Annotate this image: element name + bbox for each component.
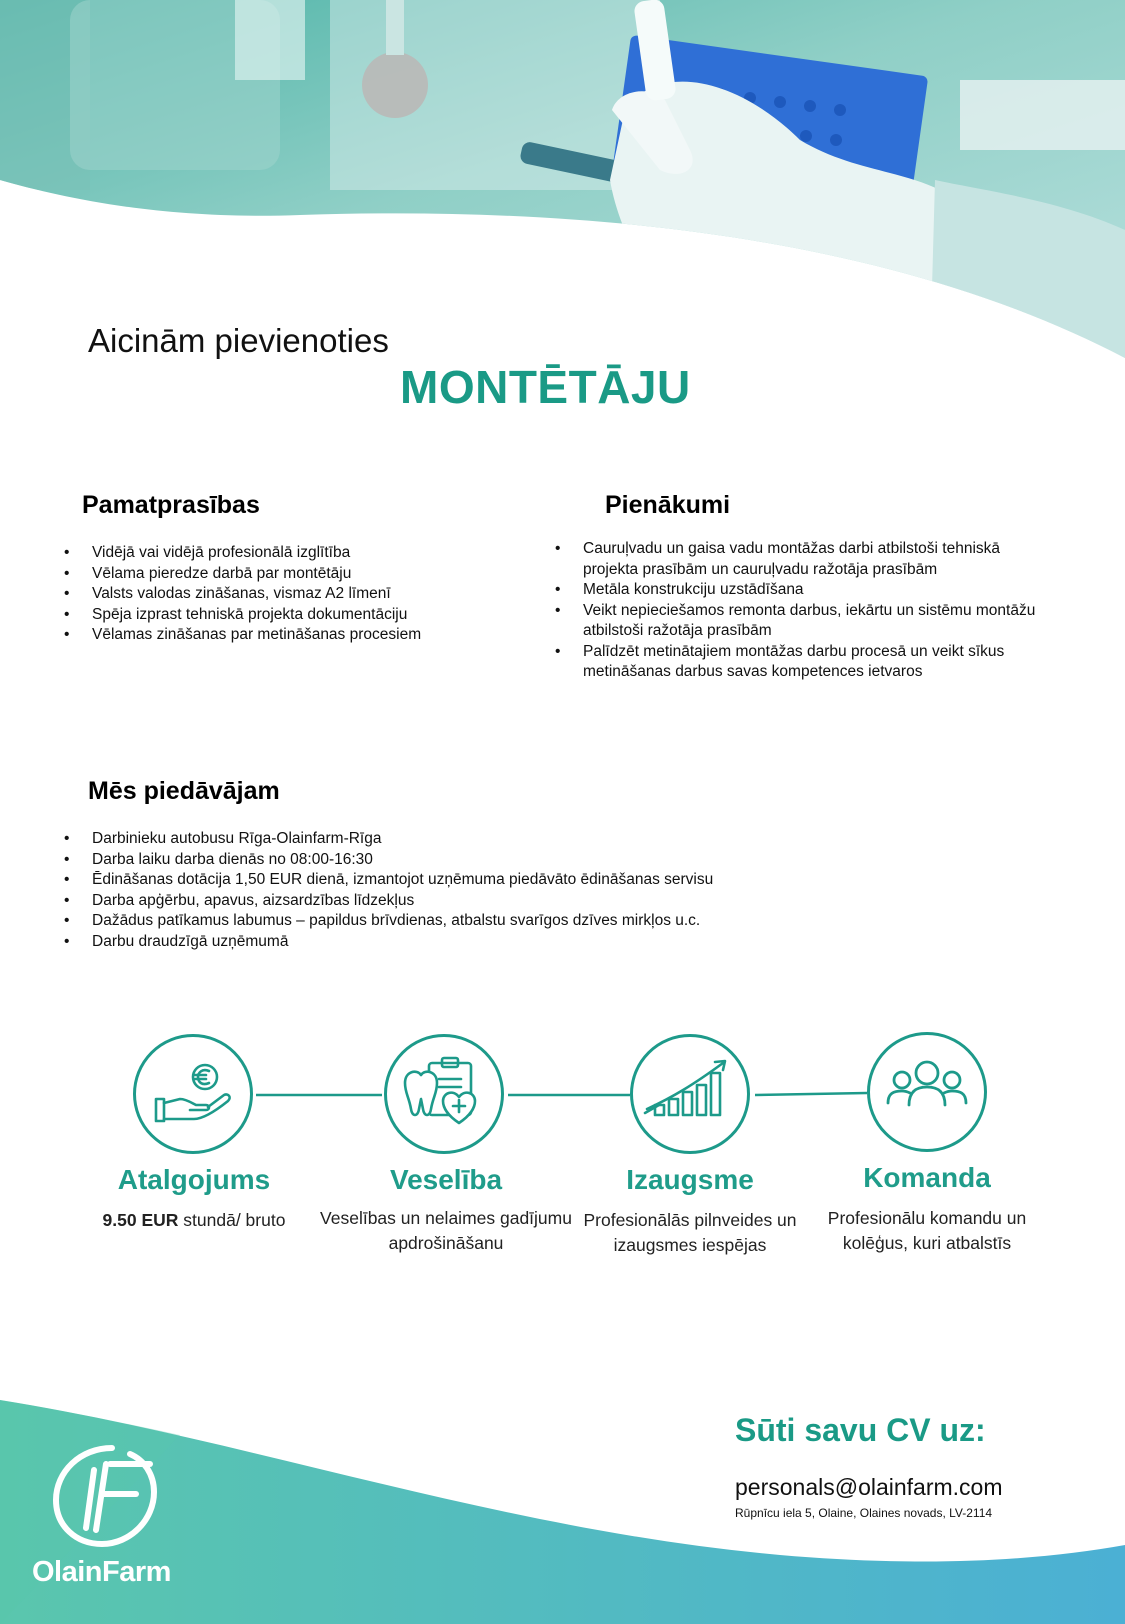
list-item: • Vēlamas zināšanas par metināšanas procesiem (62, 625, 502, 646)
list-item: • Darba laiku darba dienās no 08:00-16:30 (62, 850, 822, 871)
duties-title: Pienākumi (605, 491, 731, 519)
cv-email-link[interactable]: personals@olainfarm.com (735, 1474, 1003, 1500)
benefit-team-desc: Profesionālu komandu un kolēģus, kuri atbalstīs (827, 1208, 1027, 1253)
company-address: Rūpnīcu iela 5, Olaine, Olaines novads, LV-2114 (735, 1506, 993, 1520)
benefit-salary-desc (64, 1208, 324, 1233)
cv-heading: Sūti savu CV uz: (735, 1412, 986, 1448)
benefit-team-circle (867, 1032, 987, 1152)
requirements-list (62, 543, 502, 646)
requirements-title: Pamatprasības (82, 491, 260, 519)
benefit-health-desc: Veselības un nelaimes gadījumu apdrošināšanu (320, 1208, 572, 1253)
list-item: • Darbinieku autobusu Rīga-Olainfarm-Rīga (62, 829, 822, 850)
list-item: • Darbu draudzīgā uzņēmumā (62, 932, 822, 953)
list-item: • Dažādus patīkamus labumus – papildus brīvdienas, atbalstu svarīgos dzīves mirkļos u.c. (62, 911, 822, 932)
olainfarm-logo-icon (50, 1440, 162, 1552)
olainfarm-logo-text: OlainFarm (32, 1556, 171, 1588)
list-item: • Valsts valodas zināšanas, vismaz A2 līmenī (62, 584, 502, 605)
offer-title: Mēs piedāvājam (88, 777, 280, 805)
hand-euro-icon (136, 1037, 250, 1151)
benefit-health-circle (384, 1034, 504, 1154)
list-item: • Metāla konstrukciju uzstādīšana (553, 580, 1053, 601)
benefit-growth-circle (630, 1034, 750, 1154)
duties-list (553, 539, 1053, 683)
health-insurance-icon (387, 1037, 501, 1151)
job-title: MONTĒTĀJU (400, 361, 691, 413)
list-item: • Ēdināšanas dotācija 1,50 EUR dienā, izmantojot uzņēmuma piedāvāto ēdināšanas servisu (62, 870, 822, 891)
benefit-growth-title: Izaugsme (626, 1164, 754, 1195)
salary-amount: 9.50 EUR (102, 1210, 179, 1230)
list-item: • Palīdzēt metinātajiem montāžas darbu procesā un veikt sīkus metināšanas darbus savas kompetences ietvaros (553, 642, 1053, 683)
team-icon (870, 1035, 984, 1149)
hero-lab-photo (0, 0, 1125, 360)
list-item: • Cauruļvadu un gaisa vadu montāžas darbi atbilstoši tehniskā projekta prasībām un cauruļvadu ražotāja prasībām (553, 539, 1053, 580)
offer-list (62, 829, 822, 952)
benefit-growth-desc: Profesionālās pilnveides un izaugsmes iespējas (583, 1210, 797, 1255)
growth-chart-icon (633, 1037, 747, 1151)
benefit-salary-circle (133, 1034, 253, 1154)
benefit-salary-title: Atalgojums (117, 1164, 271, 1195)
list-item: • Veikt nepieciešamos remonta darbus, iekārtu un sistēmu montāžu atbilstoši ražotāja prasībām (553, 601, 1053, 642)
benefit-health-title: Veselība (389, 1164, 503, 1195)
benefit-team-title: Komanda (863, 1162, 991, 1193)
intro-heading: Aicinām pievienoties (88, 322, 389, 359)
salary-unit: stundā/ bruto (178, 1210, 286, 1230)
list-item: • Darba apģērbu, apavus, aizsardzības līdzekļus (62, 891, 822, 912)
list-item: • Spēja izprast tehniskā projekta dokumentāciju (62, 605, 502, 626)
list-item: • Vēlama pieredze darbā par montētāju (62, 564, 502, 585)
list-item: • Vidējā vai vidējā profesionālā izglītība (62, 543, 502, 564)
